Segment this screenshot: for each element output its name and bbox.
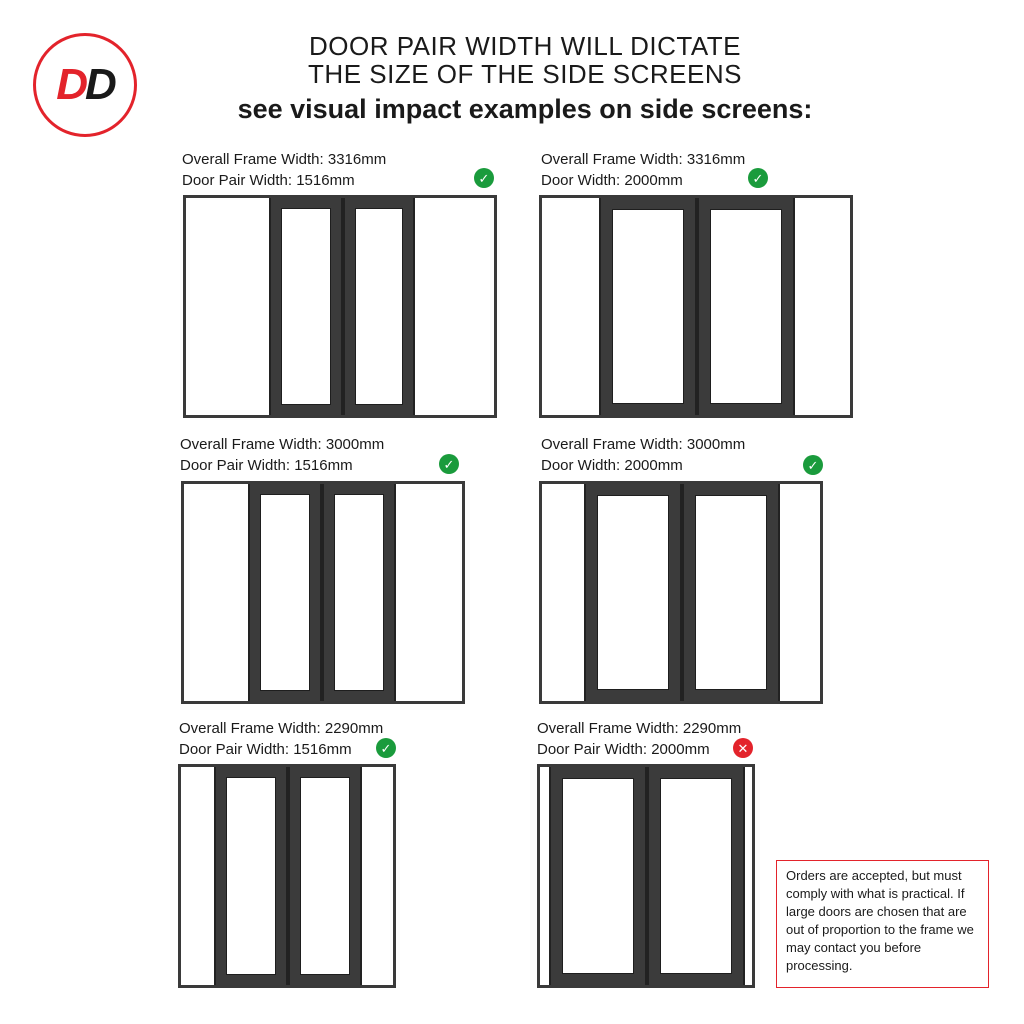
door-glass (612, 209, 684, 404)
check-icon: ✓ (439, 454, 459, 474)
door-glass (300, 777, 350, 975)
check-icon: ✓ (803, 455, 823, 475)
door-width-label: Door Width: 2000mm (541, 457, 683, 474)
right-door (288, 767, 362, 985)
door-width-label: Door Width: 2000mm (541, 172, 683, 189)
title-line-2: THE SIZE OF THE SIDE SCREENS (308, 59, 742, 89)
subtitle: see visual impact examples on side screens: (237, 94, 813, 124)
door-glass (695, 495, 767, 690)
example-1-caption (182, 149, 386, 191)
check-icon: ✓ (376, 738, 396, 758)
check-icon: ✓ (474, 168, 494, 188)
right-door (647, 767, 745, 985)
left-door (549, 767, 647, 985)
door-width-label: Door Pair Width: 1516mm (179, 741, 352, 758)
door-glass (260, 494, 310, 691)
example-2-frame (539, 195, 853, 418)
cross-icon: ✕ (733, 738, 753, 758)
right-door (322, 484, 396, 701)
door-width-label: Door Pair Width: 1516mm (180, 457, 353, 474)
door-glass (562, 778, 634, 974)
example-2-caption (541, 149, 745, 191)
door-width-label: Door Pair Width: 2000mm (537, 741, 710, 758)
door-glass (710, 209, 782, 404)
example-3-caption (180, 434, 384, 476)
left-door (269, 198, 343, 415)
frame-width-label: Overall Frame Width: 3000mm (541, 436, 746, 453)
door-glass (226, 777, 276, 975)
left-door (214, 767, 288, 985)
example-3-frame (181, 481, 465, 704)
logo-text: DD (56, 60, 114, 109)
door-glass (660, 778, 732, 974)
door-glass (281, 208, 331, 405)
example-5-frame (178, 764, 396, 988)
frame-width-label: Overall Frame Width: 3000mm (180, 436, 385, 453)
example-4-caption (541, 434, 745, 476)
right-door (682, 484, 780, 701)
check-icon: ✓ (748, 168, 768, 188)
right-door (697, 198, 795, 415)
orders-note: Orders are accepted, but must comply with what is practical. If large doors are chosen that are out of proportion to the frame we may contact you before processing. (776, 860, 989, 988)
left-door (599, 198, 697, 415)
frame-width-label: Overall Frame Width: 2290mm (537, 720, 742, 737)
left-door (248, 484, 322, 701)
door-glass (355, 208, 403, 405)
frame-width-label: Overall Frame Width: 3316mm (541, 151, 746, 168)
example-1-frame (183, 195, 497, 418)
right-door (343, 198, 415, 415)
left-door (584, 484, 682, 701)
example-6-frame (537, 764, 755, 988)
door-glass (334, 494, 384, 691)
door-glass (597, 495, 669, 690)
example-4-frame (539, 481, 823, 704)
door-width-label: Door Pair Width: 1516mm (182, 172, 355, 189)
title-line-1: DOOR PAIR WIDTH WILL DICTATE (309, 31, 741, 61)
example-6-caption (537, 718, 741, 760)
example-5-caption (179, 718, 383, 760)
frame-width-label: Overall Frame Width: 2290mm (179, 720, 384, 737)
frame-width-label: Overall Frame Width: 3316mm (182, 151, 387, 168)
brand-logo (33, 33, 137, 137)
